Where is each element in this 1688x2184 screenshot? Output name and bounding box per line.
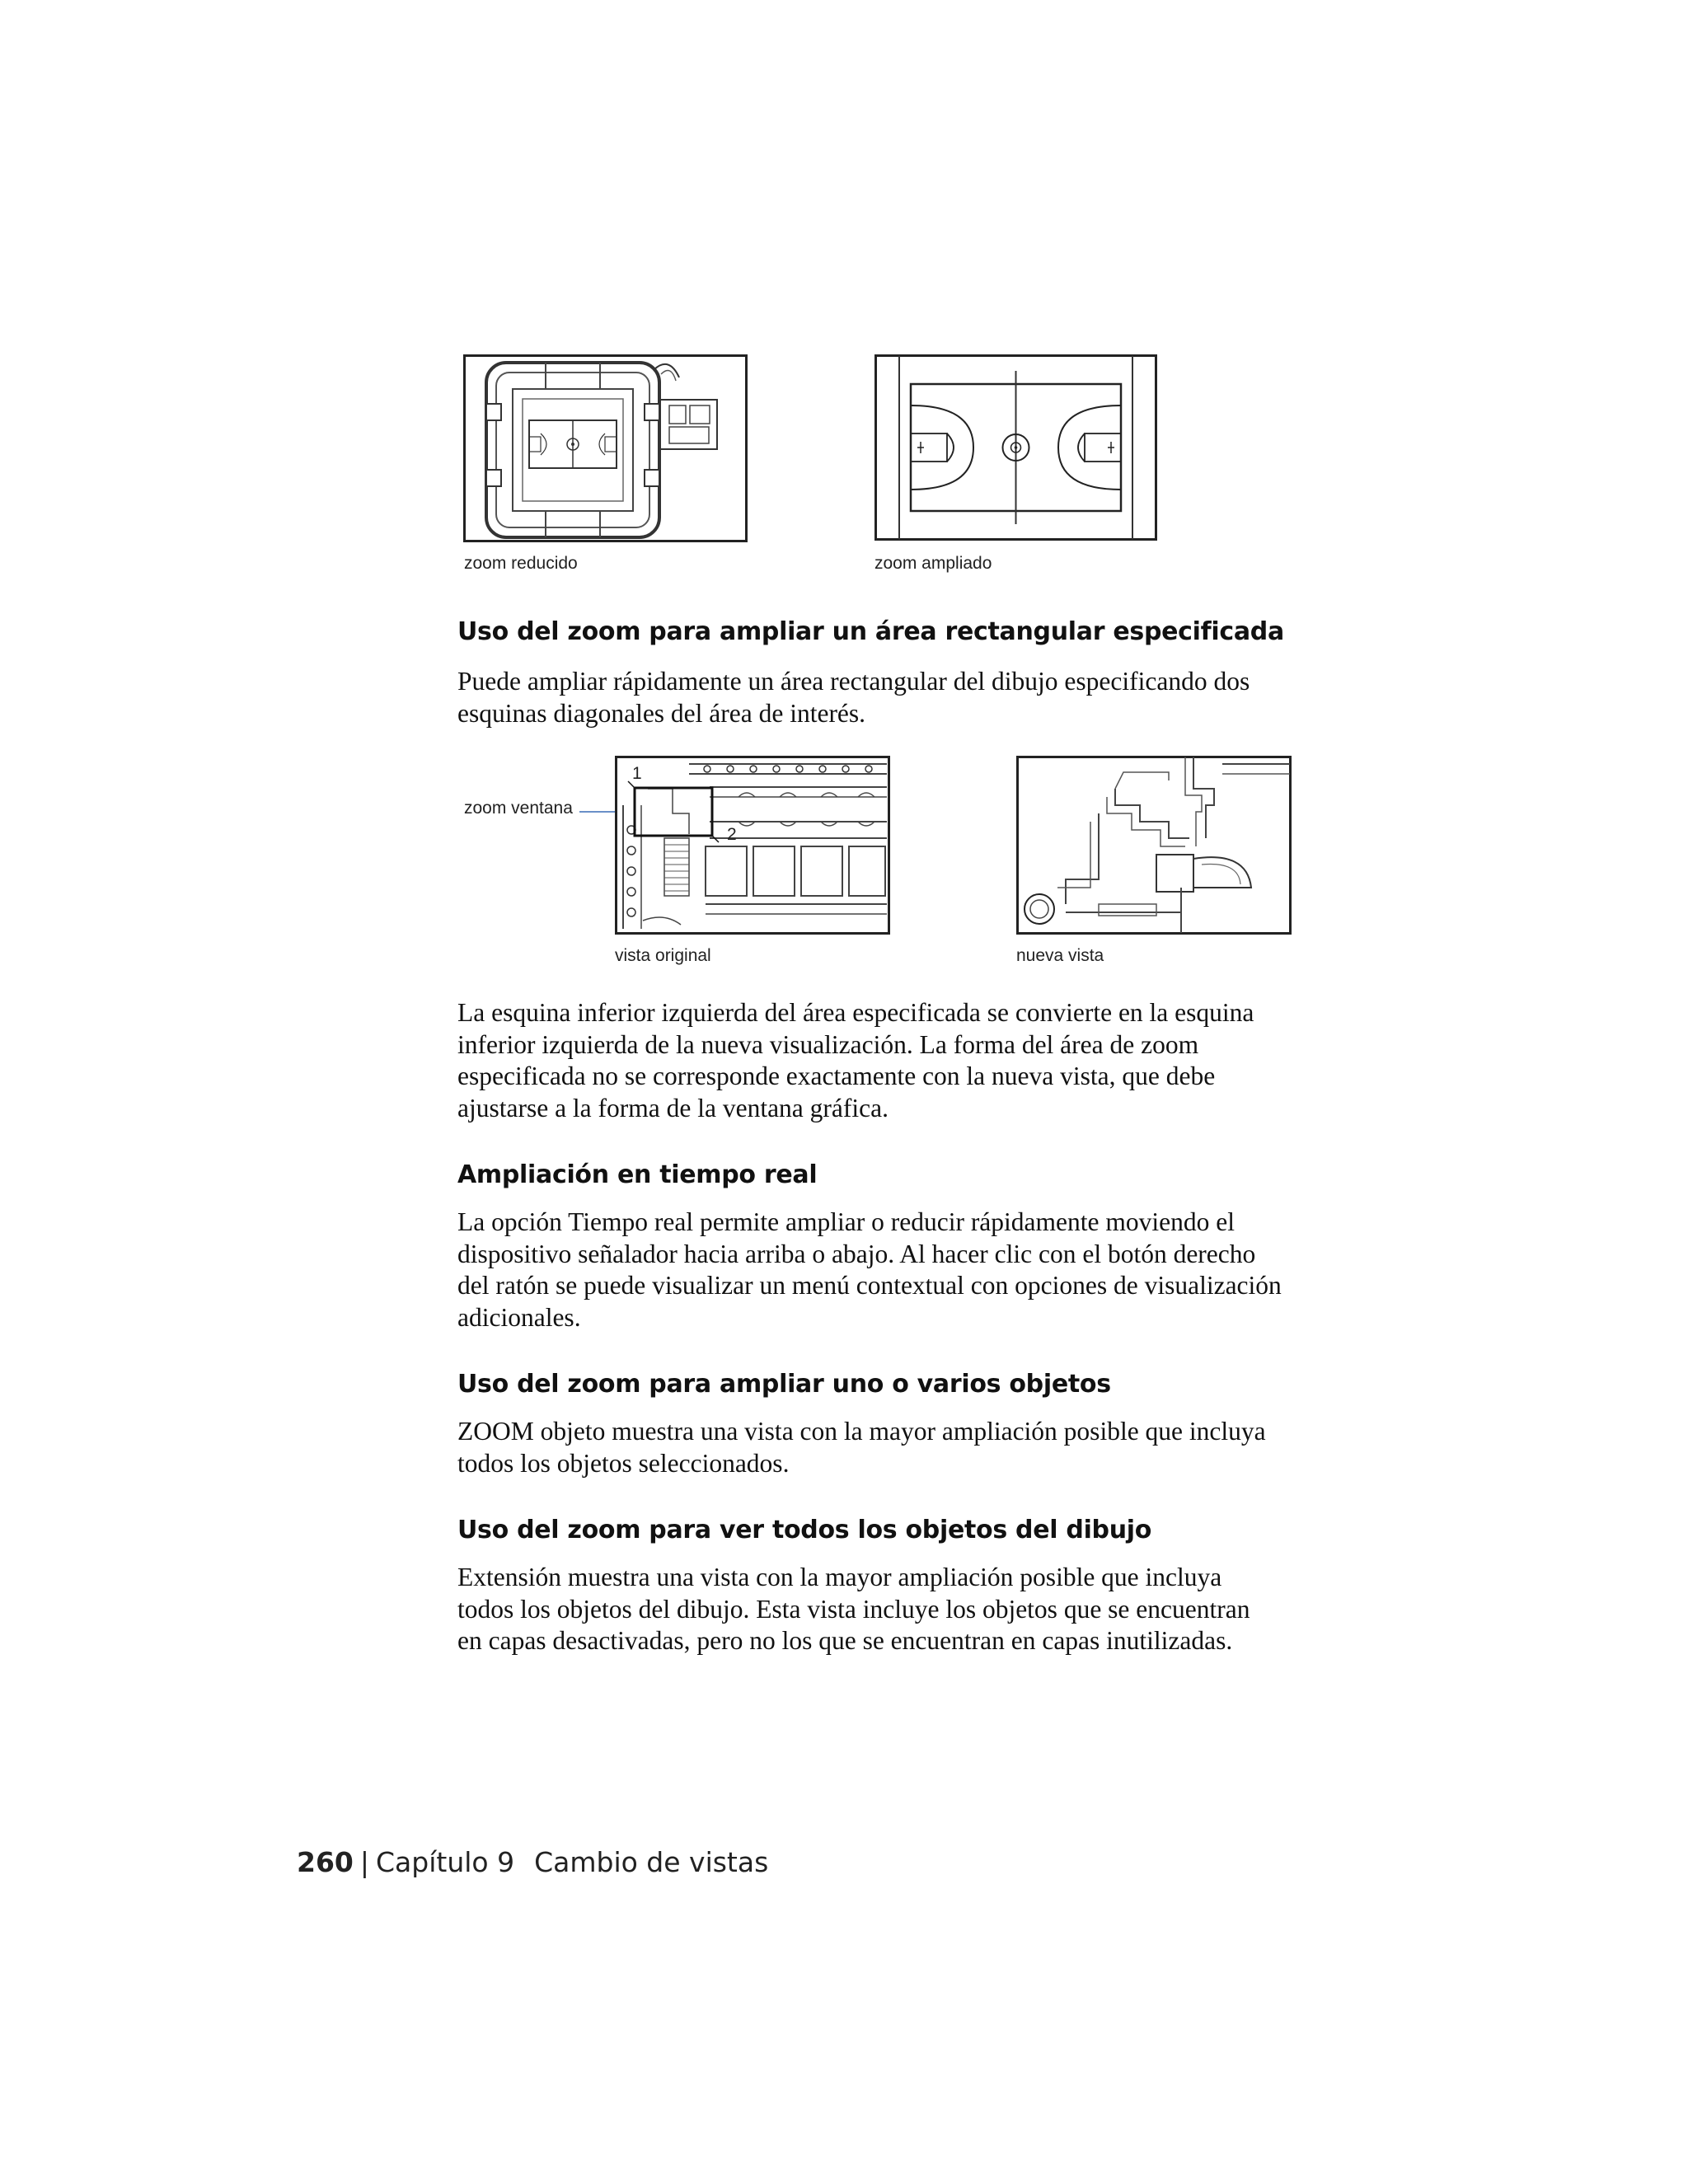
text-line: todos los objetos seleccionados.	[457, 1448, 790, 1478]
paragraph-objects	[457, 1416, 1348, 1479]
text-line: Puede ampliar rápidamente un área rectangular del dibujo especificando dos	[457, 667, 1250, 696]
corner-2-label: 2	[727, 825, 737, 844]
paragraph-extents	[457, 1562, 1348, 1657]
zoom-reduced-figure	[463, 354, 748, 542]
text-line: La esquina inferior izquierda del área especificada se convierte en la esquina	[457, 998, 1254, 1027]
original-view-figure	[615, 756, 890, 935]
basketball-court-drawing	[874, 354, 1157, 541]
section-heading-realtime: Ampliación en tiempo real	[457, 1160, 818, 1189]
page-footer	[297, 1846, 768, 1878]
chapter-label: Capítulo 9	[376, 1846, 515, 1878]
footer-separator: |	[359, 1846, 370, 1878]
paragraph-realtime	[457, 1207, 1348, 1333]
page-number: 260	[297, 1846, 354, 1878]
text-line: dispositivo señalador hacia arriba o abajo. Al hacer clic con el botón derecho	[457, 1239, 1256, 1268]
chapter-title: Cambio de vistas	[534, 1846, 769, 1878]
original-view-caption: vista original	[615, 946, 711, 965]
arena-floor-plan-drawing	[463, 354, 748, 542]
new-view-caption: nueva vista	[1016, 946, 1104, 965]
corner-1-label: 1	[632, 764, 642, 783]
text-line: esquinas diagonales del área de interés.	[457, 698, 866, 728]
zoom-enlarged-caption: zoom ampliado	[874, 554, 992, 573]
zoom-enlarged-figure	[874, 354, 1157, 541]
text-line: todos los objetos del dibujo. Esta vista incluye los objetos que se encuentran	[457, 1594, 1250, 1624]
text-line: ajustarse a la forma de la ventana gráfica.	[457, 1093, 889, 1122]
text-line: La opción Tiempo real permite ampliar o reducir rápidamente moviendo el	[457, 1207, 1235, 1236]
text-line: inferior izquierda de la nueva visualización. La forma del área de zoom	[457, 1029, 1199, 1059]
zoom-reduced-caption: zoom reducido	[464, 554, 578, 573]
text-line: del ratón se puede visualizar un menú contextual con opciones de visualización	[457, 1271, 1282, 1300]
paragraph-zoom-window-explanation	[457, 997, 1348, 1124]
text-line: especificada no se corresponde exactamente con la nueva vista, que debe	[457, 1062, 1216, 1090]
text-line: Extensión muestra una vista con la mayor ampliación posible que incluya	[457, 1563, 1222, 1591]
building-plan-drawing	[615, 756, 890, 935]
section-heading-objects: Uso del zoom para ampliar uno o varios objetos	[457, 1370, 1111, 1399]
zoomed-plan-drawing	[1016, 756, 1292, 935]
new-view-figure	[1016, 756, 1292, 935]
text-line: ZOOM objeto muestra una vista con la mayor ampliación posible que incluya	[457, 1417, 1266, 1446]
text-line: adicionales.	[457, 1302, 581, 1332]
zoom-window-callout-label: zoom ventana	[464, 799, 573, 818]
section-heading-rect-zoom: Uso del zoom para ampliar un área rectangular especificada	[457, 617, 1284, 646]
paragraph-rect-zoom	[457, 666, 1348, 729]
text-line: en capas desactivadas, pero no los que se encuentran en capas inutilizadas.	[457, 1626, 1233, 1655]
section-heading-extents: Uso del zoom para ver todos los objetos del dibujo	[457, 1516, 1152, 1544]
